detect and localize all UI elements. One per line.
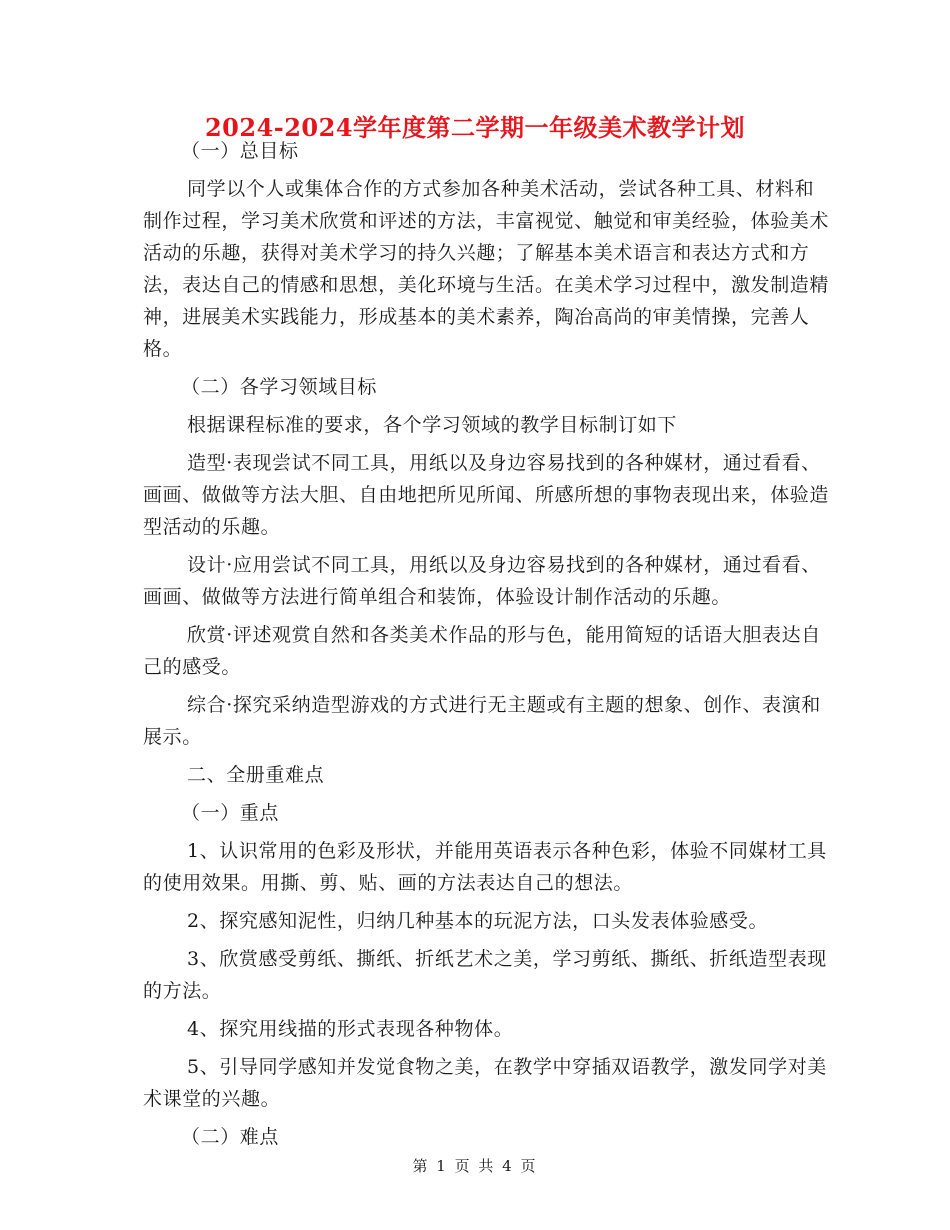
paragraph: 根据课程标准的要求，各个学习领域的教学目标制订如下	[187, 414, 678, 436]
document-body	[143, 135, 833, 1159]
list-item: 2、探究感知泥性，归纳几种基本的玩泥方法，口头发表体验感受。	[187, 910, 769, 932]
section-heading: （一）总目标	[181, 140, 299, 162]
paragraph: 造型·表现尝试不同工具，用纸以及身边容易找到的各种媒材，通过看看、画画、做做等方法大胆、自由地把所见所闻、所感所想的事物表现出来，体验造型活动的乐趣。	[143, 452, 830, 538]
document-title: 2024-2024学年度第二学期一年级美术教学计划	[204, 113, 746, 142]
section-heading: （一）重点	[181, 802, 280, 824]
section-heading: （二）各学习领域目标	[181, 376, 378, 398]
section-heading: 二、全册重难点	[187, 764, 325, 786]
list-item: 5、引导同学感知并发觉食物之美，在教学中穿插双语教学，激发同学对美术课堂的兴趣。	[143, 1056, 827, 1110]
list-item: 1、认识常用的色彩及形状，并能用英语表示各种色彩，体验不同媒材工具的使用效果。用撕、剪、贴、画的方法表达自己的想法。	[143, 840, 827, 894]
paragraph: 综合·探究采纳造型游戏的方式进行无主题或有主题的想象、创作、表演和展示。	[143, 694, 821, 748]
list-item: 3、欣赏感受剪纸、撕纸、折纸艺术之美，学习剪纸、撕纸、折纸造型表现的方法。	[143, 948, 827, 1002]
paragraph: 同学以个人或集体合作的方式参加各种美术活动，尝试各种工具、材料和制作过程，学习美术欣赏和评述的方法，丰富视觉、触觉和审美经验，体验美术活动的乐趣，获得对美术学习的持久兴趣；了解基本美术语言和表达方式和方法，表达自己的情感和思想，美化环境与生活。在美术学习过程中，激发制造精神，进展美术实践能力，形成基本的美术素养，陶冶高尚的审美情操，完善人格。	[143, 178, 830, 360]
paragraph: 欣赏·评述观赏自然和各类美术作品的形与色，能用简短的话语大胆表达自己的感受。	[143, 624, 821, 678]
paragraph: 设计·应用尝试不同工具，用纸以及身边容易找到的各种媒材，通过看看、画画、做做等方法进行简单组合和装饰，体验设计制作活动的乐趣。	[143, 554, 821, 608]
page-number-footer: 第 1 页 共 4 页	[412, 1157, 538, 1175]
section-heading: （二）难点	[181, 1126, 280, 1148]
list-item: 4、探究用线描的形式表现各种物体。	[187, 1018, 514, 1040]
